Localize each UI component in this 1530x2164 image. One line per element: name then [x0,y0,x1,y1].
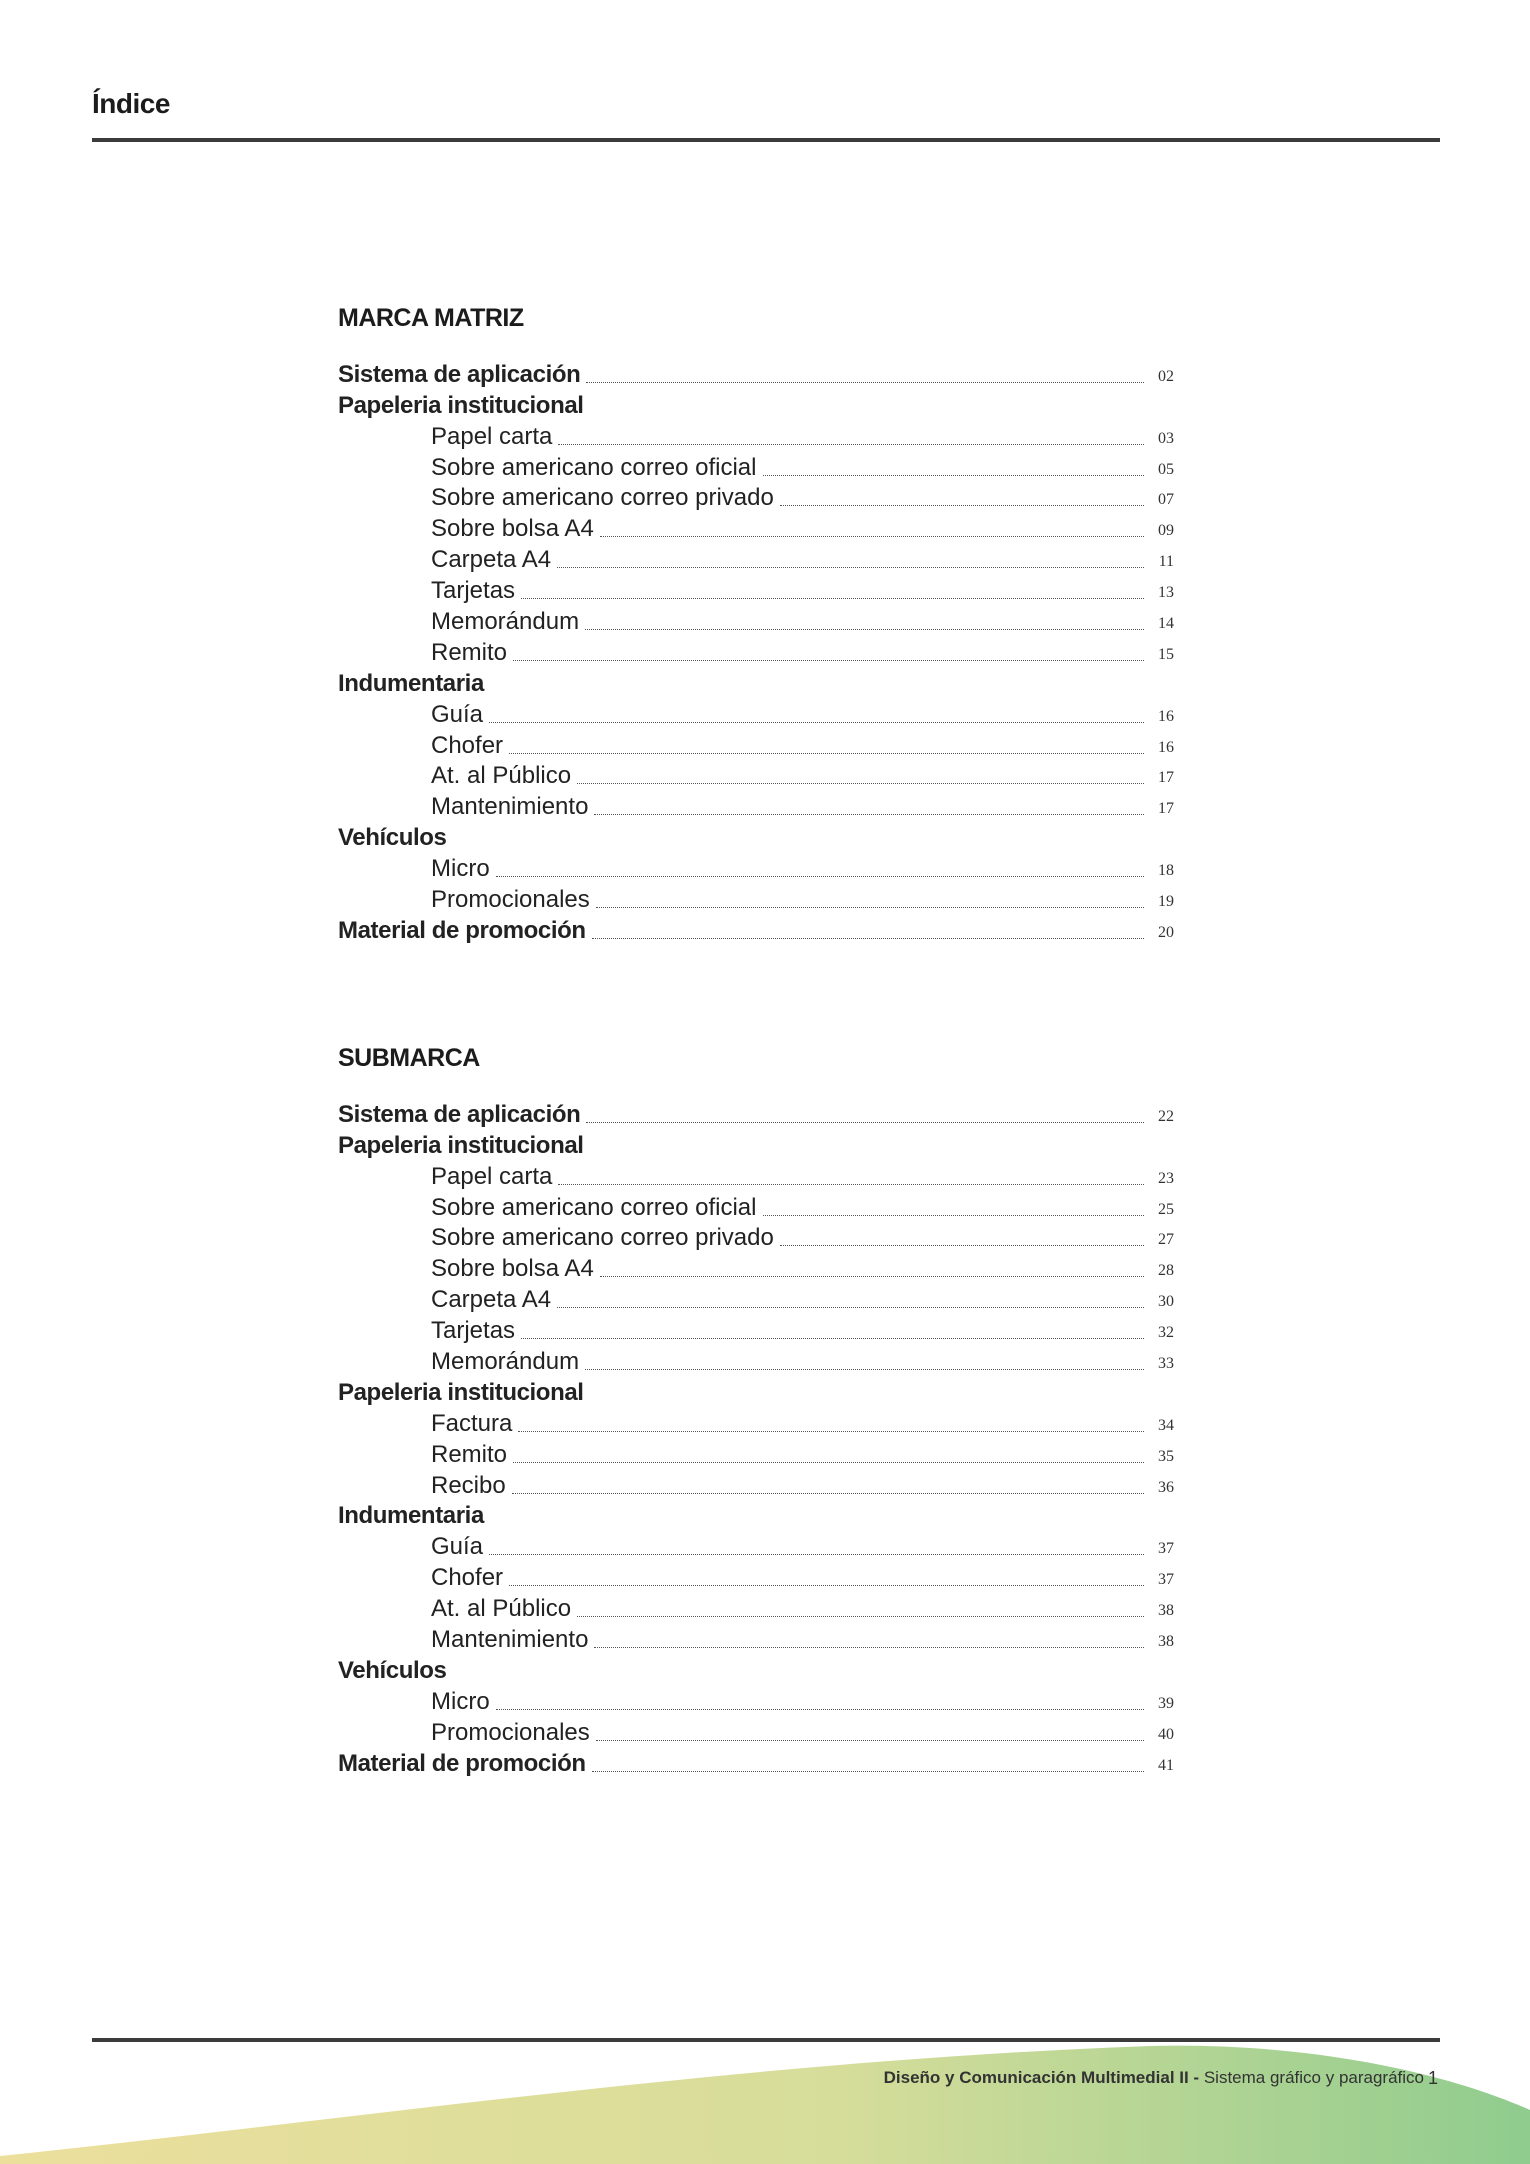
dot-leader [596,907,1144,908]
toc-entry-page-number: 11 [1158,553,1174,571]
toc-entry[interactable] [338,1592,1174,1623]
toc-entry-label: Vehículos [338,1656,447,1684]
toc-entry[interactable] [338,1222,1174,1253]
toc-entry[interactable] [338,698,1174,729]
toc-entry[interactable] [338,760,1174,791]
dot-leader [592,1771,1144,1772]
footer-subtitle: Sistema gráfico y paragráfico [1203,2068,1424,2087]
toc-entry-page-number: 38 [1158,1633,1174,1651]
dot-leader [577,783,1144,784]
toc-entry[interactable] [338,420,1174,451]
toc-entry-label: Carpeta A4 [431,546,552,574]
footer-course: Diseño y Comunicación Multimedial II - [883,2068,1200,2087]
toc-entry-label: At. al Público [431,1595,572,1623]
toc-entry[interactable] [338,1469,1174,1500]
dot-leader [586,382,1144,383]
toc-entry-label: Papeleria institucional [338,1131,584,1159]
dot-leader [521,598,1144,599]
toc-entry[interactable] [338,914,1174,945]
dot-leader [509,753,1144,754]
dot-leader [592,938,1144,939]
toc-entry[interactable] [338,852,1174,883]
toc-entry[interactable] [338,821,1174,852]
dot-leader [585,1369,1144,1370]
dot-leader [496,876,1144,877]
toc-entry-page-number: 39 [1158,1694,1174,1712]
toc-entry[interactable] [338,482,1174,513]
toc-entry[interactable] [338,543,1174,574]
toc-entry-page-number: 17 [1158,769,1174,787]
dot-leader [596,1740,1144,1741]
toc-section-submarca [338,1038,1174,1778]
toc-entry[interactable] [338,1500,1174,1531]
toc-entry-page-number: 07 [1158,491,1174,509]
toc-entry-label: Tarjetas [431,577,516,605]
dot-leader [509,1585,1144,1586]
toc-entry-label: Chofer [431,731,504,759]
toc-entry[interactable] [338,1098,1174,1129]
toc-entry-page-number: 25 [1158,1200,1174,1218]
footer-wave-shape [0,2046,1530,2164]
toc-entry-label: Guía [431,1533,484,1561]
toc-entry[interactable] [338,1252,1174,1283]
toc-entry-page-number: 22 [1158,1107,1174,1125]
toc-entry-page-number: 16 [1158,738,1174,756]
toc-entry[interactable] [338,574,1174,605]
toc-entry[interactable] [338,883,1174,914]
toc-entry-label: Promocionales [431,886,590,914]
toc-entry-page-number: 41 [1158,1756,1174,1774]
toc-entry-label: Memorándum [431,608,580,636]
toc-entry-page-number: 27 [1158,1231,1174,1249]
dot-leader [585,629,1144,630]
dot-leader [586,1122,1144,1123]
toc-entry-label: Memorándum [431,1348,580,1376]
toc-entry-page-number: 03 [1158,429,1174,447]
toc-entry[interactable] [338,1561,1174,1592]
dot-leader [557,1307,1144,1308]
dot-leader [780,1245,1144,1246]
dot-leader [489,722,1144,723]
section-heading: MARCA MATRIZ [338,304,524,332]
toc-entry[interactable] [338,1438,1174,1469]
toc-entry[interactable] [338,1716,1174,1747]
toc-entry[interactable] [338,1160,1174,1191]
toc-entry[interactable] [338,1129,1174,1160]
toc-entry-label: Material de promoción [338,916,586,944]
dot-leader [513,1462,1144,1463]
toc-entry-page-number: 02 [1158,367,1174,385]
toc-entry-label: Mantenimiento [431,793,589,821]
toc-entries [338,358,1174,945]
toc-entry[interactable] [338,358,1174,389]
toc-entry-label: Tarjetas [431,1317,516,1345]
dot-leader [496,1709,1144,1710]
toc-entry[interactable] [338,1747,1174,1778]
dot-leader [558,444,1144,445]
toc-entry-page-number: 09 [1158,522,1174,540]
toc-entry-page-number: 14 [1158,615,1174,633]
toc-entry[interactable] [338,605,1174,636]
toc-entry[interactable] [338,1530,1174,1561]
toc-entry[interactable] [338,389,1174,420]
toc-entry-label: Sobre bolsa A4 [431,515,594,543]
toc-entry[interactable] [338,1685,1174,1716]
toc-entry-label: Indumentaria [338,1502,484,1530]
toc-entry[interactable] [338,1376,1174,1407]
toc-entry-page-number: 38 [1158,1602,1174,1620]
toc-entry[interactable] [338,512,1174,543]
toc-entry-label: Sobre americano correo privado [431,484,774,512]
toc-entry-page-number: 13 [1158,584,1174,602]
toc-entry-page-number: 34 [1158,1416,1174,1434]
page-title: Índice [92,88,170,119]
dot-leader [594,814,1144,815]
toc-entry-label: Papel carta [431,1162,553,1190]
toc-entry[interactable] [338,1283,1174,1314]
toc-entry-label: Micro [431,1687,490,1715]
toc-entry-label: Material de promoción [338,1749,586,1777]
toc-entry-label: Sobre americano correo privado [431,1224,774,1252]
toc-entry-page-number: 37 [1158,1540,1174,1558]
dot-leader [780,505,1144,506]
toc-entry-label: Sobre bolsa A4 [431,1255,594,1283]
toc-entry-label: Carpeta A4 [431,1286,552,1314]
toc-entry-page-number: 28 [1158,1262,1174,1280]
toc-entry-label: Promocionales [431,1718,590,1746]
header-divider [92,138,1440,142]
toc-entry-page-number: 30 [1158,1293,1174,1311]
toc-entry-label: Vehículos [338,824,447,852]
toc-entry-page-number: 40 [1158,1725,1174,1743]
toc-entry[interactable] [338,451,1174,482]
footer-wave-decoration [0,2030,1530,2164]
toc-entry-page-number: 18 [1158,862,1174,880]
toc-entry-page-number: 36 [1158,1478,1174,1496]
toc-entry[interactable] [338,1654,1174,1685]
toc-entry[interactable] [338,1407,1174,1438]
toc-entry-label: Papeleria institucional [338,391,584,419]
toc-entry[interactable] [338,790,1174,821]
footer-caption [884,2068,1424,2088]
dot-leader [600,1276,1144,1277]
dot-leader [763,1215,1145,1216]
toc-entry-label: Papeleria institucional [338,1378,584,1406]
toc-entry[interactable] [338,1623,1174,1654]
toc-entries [338,1098,1174,1778]
toc-entry-label: Remito [431,638,508,666]
toc-entry-label: Remito [431,1440,508,1468]
dot-leader [512,1493,1144,1494]
toc-entry[interactable] [338,636,1174,667]
toc-entry-page-number: 35 [1158,1447,1174,1465]
dot-leader [518,1431,1144,1432]
toc-entry-page-number: 20 [1158,923,1174,941]
toc-entry-page-number: 16 [1158,707,1174,725]
toc-entry-label: Sobre americano correo oficial [431,1193,757,1221]
toc-entry-page-number: 17 [1158,800,1174,818]
toc-entry-page-number: 05 [1158,460,1174,478]
toc-entry-label: Sobre americano correo oficial [431,453,757,481]
toc-entry[interactable] [338,1191,1174,1222]
toc-section-marca-matriz [338,298,1174,945]
toc-entry-page-number: 19 [1158,893,1174,911]
toc-entry[interactable] [338,729,1174,760]
dot-leader [558,1184,1144,1185]
toc-entry-page-number: 37 [1158,1571,1174,1589]
dot-leader [577,1616,1144,1617]
toc-entry-page-number: 15 [1158,645,1174,663]
dot-leader [521,1338,1144,1339]
toc-entry-label: Sistema de aplicación [338,1100,581,1128]
toc-entry[interactable] [338,1314,1174,1345]
dot-leader [489,1554,1144,1555]
toc-entry-label: Mantenimiento [431,1626,589,1654]
dot-leader [594,1647,1144,1648]
toc-entry[interactable] [338,1345,1174,1376]
toc-entry-label: Chofer [431,1564,504,1592]
toc-entry-label: Papel carta [431,422,553,450]
toc-entry-label: Indumentaria [338,669,484,697]
toc-entry-label: Sistema de aplicación [338,360,581,388]
toc-entry-page-number: 23 [1158,1169,1174,1187]
dot-leader [763,475,1145,476]
toc-entry[interactable] [338,667,1174,698]
toc-entry-page-number: 33 [1158,1355,1174,1373]
dot-leader [513,660,1144,661]
section-heading: SUBMARCA [338,1044,480,1072]
toc-entry-label: Factura [431,1409,513,1437]
page-number: 1 [1428,2068,1439,2088]
dot-leader [600,536,1144,537]
toc-entry-label: Recibo [431,1471,506,1499]
toc-entry-label: Micro [431,855,490,883]
toc-entry-label: At. al Público [431,762,572,790]
toc-entry-label: Guía [431,700,484,728]
dot-leader [557,567,1144,568]
toc-entry-page-number: 32 [1158,1324,1174,1342]
